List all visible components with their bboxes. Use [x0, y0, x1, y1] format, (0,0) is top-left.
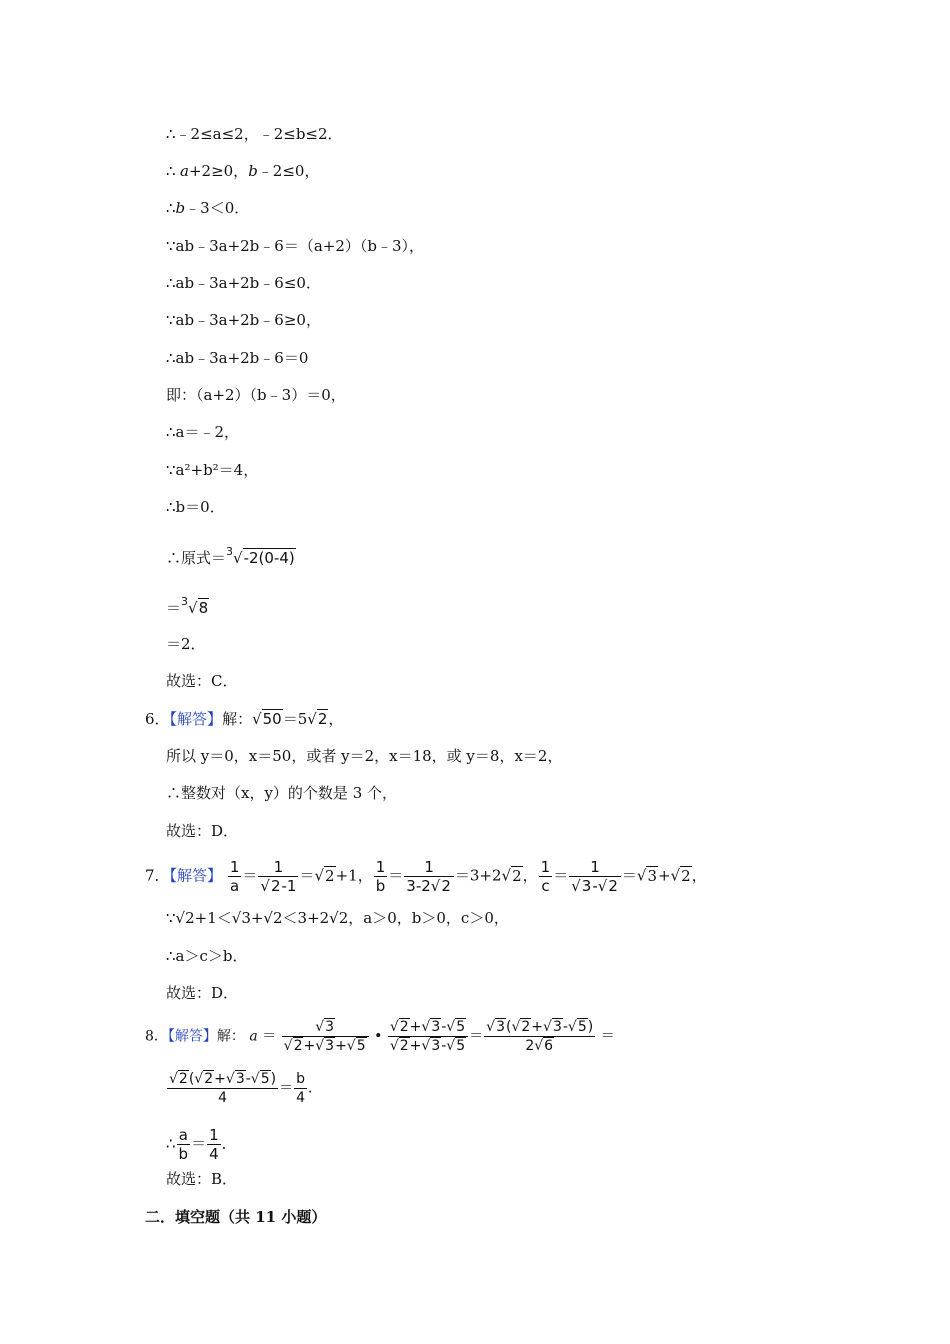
answer-choice: 故选：B．	[166, 1170, 238, 1188]
question-8: 8．【解答】解： a ＝ $\frac{√3}{√2+√3+√5}$ • $\frac{√2+√3-√5}{√2+√3-√5}$ ＝ $\frac{√3(√2+√3-√5)}{2√6}$ ＝	[145, 1019, 615, 1054]
step-line: ∴ab﹣3a+2b﹣6≤0．	[166, 274, 321, 292]
step-line: 即：（a+2）（b﹣3）＝0，	[166, 386, 346, 404]
answer-tag: 【解答】	[169, 866, 223, 885]
answer-choice: 故选：D．	[166, 984, 239, 1002]
cube-root-line: ∴原式＝$^3$√-2(0-4)	[166, 545, 295, 567]
step-line: ∵ab﹣3a+2b﹣6≥0，	[166, 311, 321, 329]
step-line: ∴整数对（x，y）的个数是 3 个，	[166, 784, 398, 802]
step-line: ∴ $\frac{a}{b}$ ＝ $\frac{1}{4}$ ．	[166, 1126, 237, 1163]
step-line: ∵a²+b²＝4，	[166, 461, 259, 479]
answer-choice: 故选：D．	[166, 822, 239, 840]
step-line: ＝2．	[166, 635, 206, 653]
answer-tag: 【解答】	[167, 1028, 217, 1045]
step-line: ∴	[166, 162, 176, 180]
step-line: 所以 y＝0，x＝50，或者 y＝2，x＝18，或 y＝8，x＝2，	[166, 747, 563, 765]
step-line: ∴b﹣3＜0．	[166, 199, 250, 217]
step-line: ∵ab﹣3a+2b﹣6＝（a+2）（b﹣3），	[166, 237, 425, 255]
step-line: ∵√2+1＜√3+√2＜3+2√2，a＞0，b＞0，c＞0，	[166, 909, 509, 927]
step-line: ∴a＞c＞b．	[166, 947, 248, 965]
question-6: 6．【解答】解：√50＝5√2，	[145, 710, 344, 728]
step-line: $\frac{√2(√2+√3-√5)}{4}$ ＝ $\frac{b}{4}$ ．	[169, 1071, 323, 1106]
step-line: ∴a＝﹣2，	[166, 423, 240, 441]
step-line: ∴ab﹣3a+2b﹣6＝0	[166, 349, 309, 367]
step-line: ∴b＝0．	[166, 498, 225, 516]
section-heading: 二．填空题（共 11 小题）	[145, 1208, 327, 1226]
step-line: a+2≥0，b﹣2≤0，	[180, 162, 320, 180]
question-7: 7．【解答】 $\frac{1}{a}$ ＝ $\frac{1}{√2-1}$ ＝√2+1， $\frac{1}{b}$ ＝ $\frac{1}{3-2√2}$ ＝3+2√2， $\frac{1}{c}$ ＝ $\frac{1}{√3-√2}$ ＝√3+√2，	[145, 858, 707, 895]
step-line: ∴﹣2≤a≤2，﹣2≤b≤2．	[166, 125, 343, 143]
cube-root-line: ＝$^3$√8	[166, 595, 209, 617]
answer-tag: 【解答】	[169, 710, 223, 728]
answer-choice: 故选：C．	[166, 672, 238, 690]
